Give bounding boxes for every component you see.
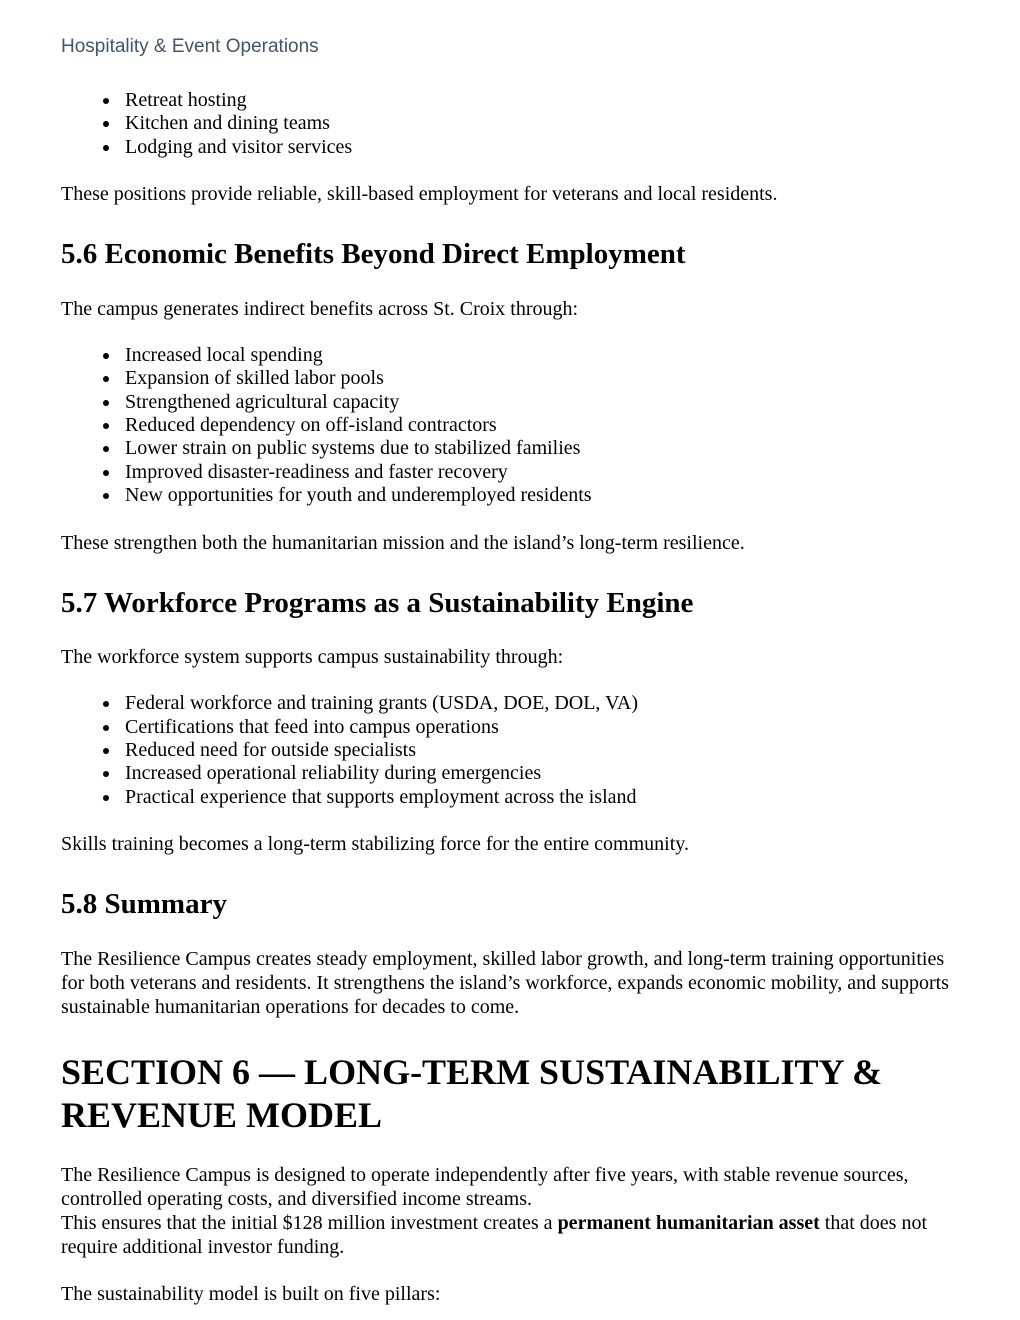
list-item: • Certifications that feed into campus operations (121, 716, 958, 739)
paragraph: These strengthen both the humanitarian mission and the island’s long-term resilience. (61, 531, 745, 554)
paragraph: The campus generates indirect benefits across St. Croix through: (61, 297, 579, 320)
paragraph: The workforce system supports campus sustainability through: (61, 646, 564, 669)
paragraph: Skills training becomes a long-term stabilizing force for the entire community. (61, 833, 689, 856)
section-5-6-heading: 5.6 Economic Benefits Beyond Direct Employment (61, 237, 686, 270)
hospitality-roles-list (61, 89, 958, 159)
paragraph: These positions provide reliable, skill-based employment for veterans and local residents. (61, 182, 778, 205)
list-item: • Strengthened agricultural capacity (121, 391, 958, 414)
list-item: • Reduced dependency on off-island contractors (121, 414, 958, 437)
section-6-heading: SECTION 6 — LONG-TERM SUSTAINABILITY & REVENUE MODEL (61, 1052, 883, 1136)
paragraph-text: The Resilience Campus is designed to operate independently after five years, with stable revenue sources, controlled operating costs, and diversified income streams. (61, 1164, 909, 1211)
paragraph: The sustainability model is built on five pillars: (61, 1283, 441, 1306)
list-item: • Lower strain on public systems due to stabilized families (121, 437, 958, 460)
section-5-7-heading: 5.7 Workforce Programs as a Sustainability Engine (61, 586, 694, 619)
list-item: • Practical experience that supports employment across the island (121, 786, 958, 809)
list-item: • Lodging and visitor services (121, 136, 958, 159)
list-item: • Federal workforce and training grants (USDA, DOE, DOL, VA) (121, 692, 958, 715)
bold-phrase: permanent humanitarian asset (557, 1212, 820, 1235)
list-item: • Kitchen and dining teams (121, 112, 958, 135)
paragraph (61, 1163, 958, 1259)
list-item: • Increased operational reliability during emergencies (121, 762, 958, 785)
paragraph: The Resilience Campus creates steady employment, skilled labor growth, and long-term training opportunities for both veterans and residents. It strengthens the island’s workforce, expands economic mobility, and supports sustainable humanitarian operations for decades to come. (61, 948, 949, 1019)
workforce-sustainability-list (61, 692, 958, 809)
economic-benefits-list (61, 344, 958, 508)
list-item: • Reduced need for outside specialists (121, 739, 958, 762)
list-item: • Expansion of skilled labor pools (121, 367, 958, 390)
section-5-8-heading: 5.8 Summary (61, 888, 227, 921)
list-item: • Improved disaster-readiness and faster recovery (121, 461, 958, 484)
list-item: • New opportunities for youth and underemployed residents (121, 484, 958, 507)
paragraph-text: that does not require additional investor funding. (61, 1212, 928, 1259)
paragraph-text: This ensures that the initial $128 million investment creates a (61, 1212, 558, 1235)
list-item: • Retreat hosting (121, 89, 958, 112)
list-item: • Increased local spending (121, 344, 958, 367)
page-header-title: Hospitality & Event Operations (61, 36, 319, 57)
